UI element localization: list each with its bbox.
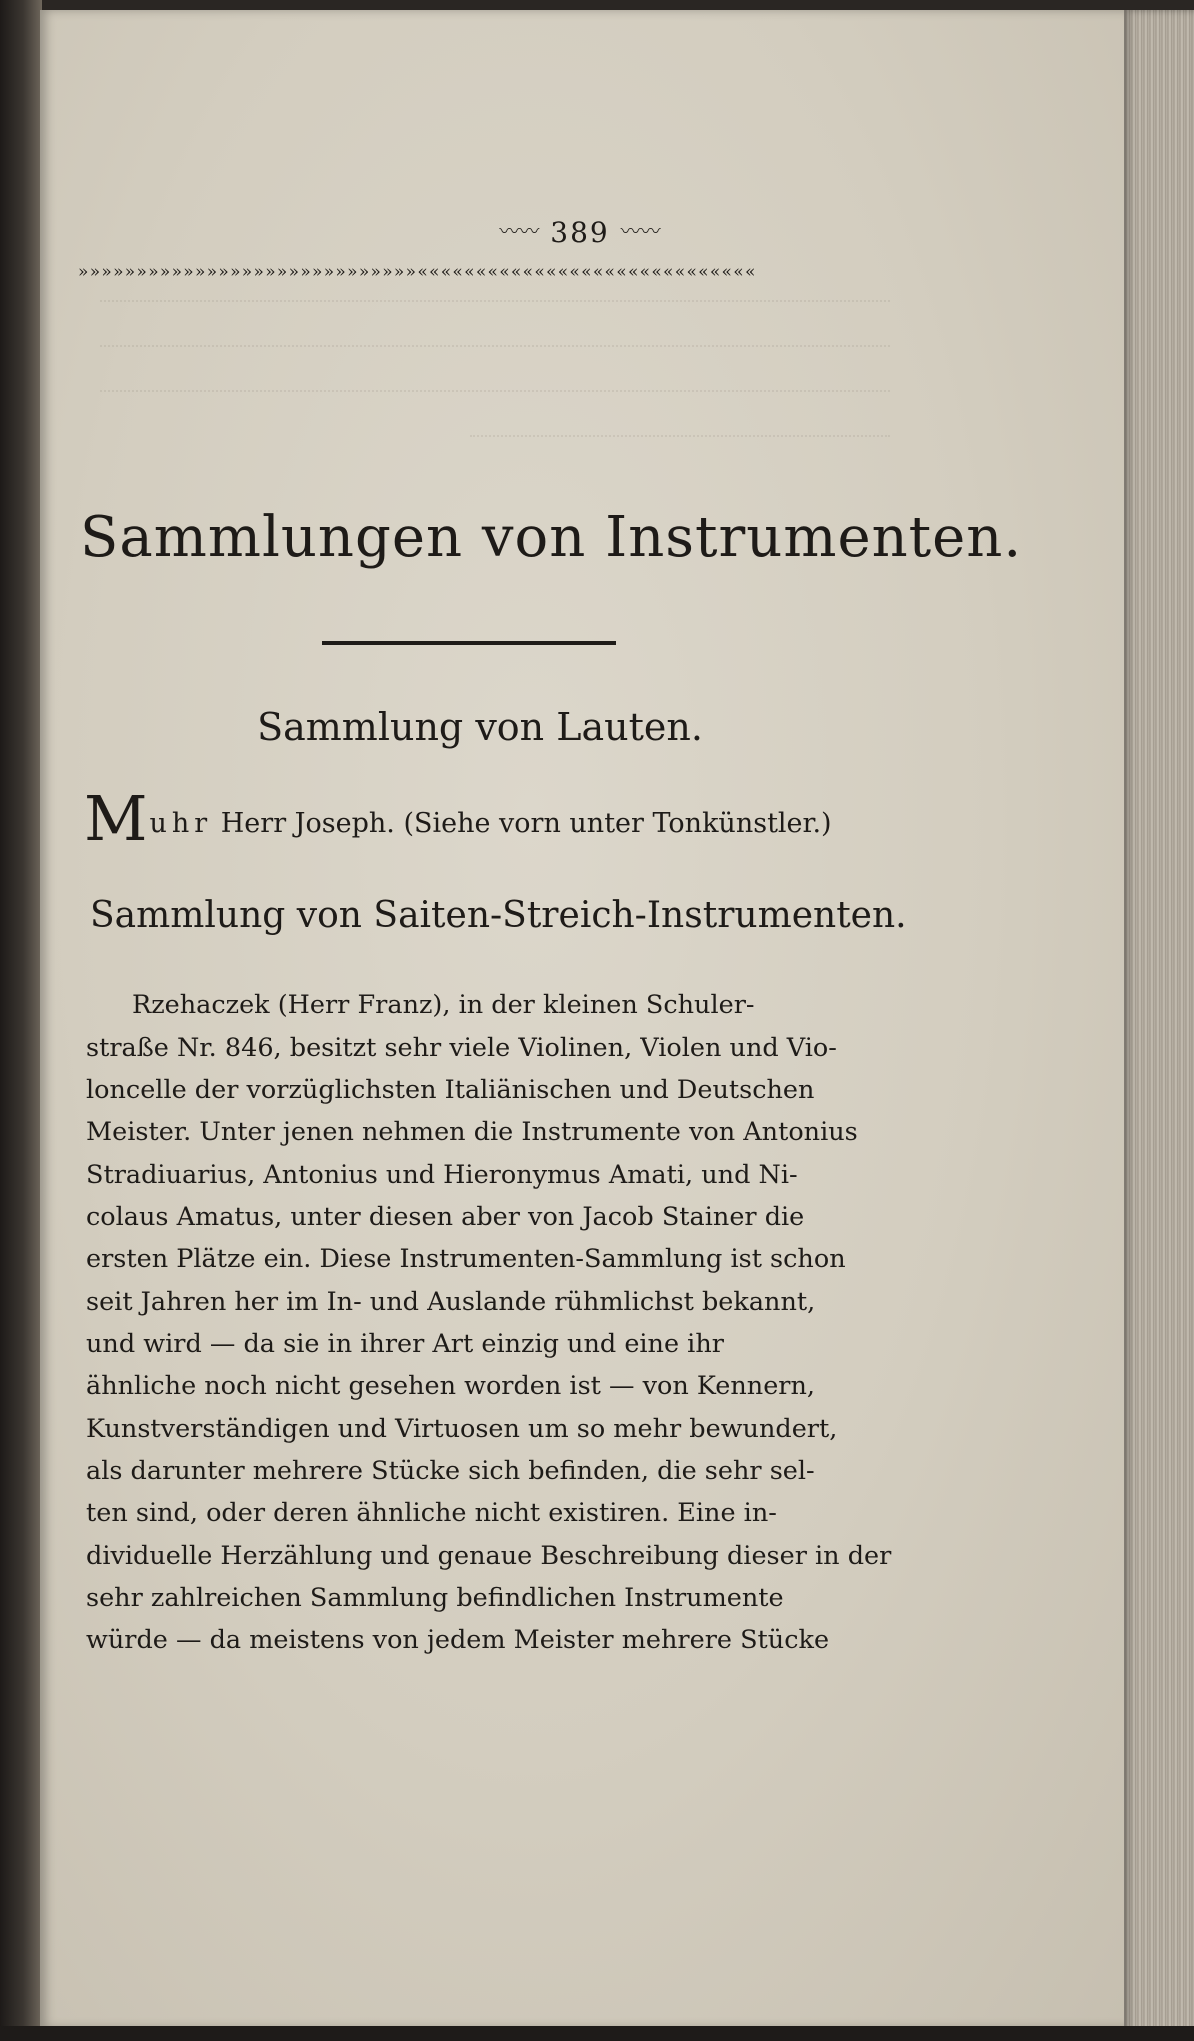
body-line: seit Jahren her im In- und Auslande rühmlichst bekannt, <box>86 1287 816 1317</box>
bleed-through-line <box>100 300 890 326</box>
body-line: Kunstverständigen und Virtuosen um so mehr bewundert, <box>86 1414 838 1444</box>
page-number-value: 389 <box>550 216 610 249</box>
page-stack-edge <box>1124 10 1194 2041</box>
page-number <box>370 215 790 249</box>
body-line: dividuelle Herzählung und genaue Beschreibung dieser in der <box>86 1541 892 1571</box>
heading-rule <box>322 641 616 645</box>
drop-cap: M <box>84 782 148 855</box>
bleed-through-line <box>100 345 890 371</box>
entry-name-rest: uhr <box>149 808 213 839</box>
bleed-through-line <box>470 435 890 461</box>
entry-text: Herr Joseph. (Siehe vorn unter Tonkünstler.) <box>220 808 832 839</box>
body-line: sehr zahlreichen Sammlung befindlichen Instrumente <box>86 1583 784 1613</box>
body-line: Rzehaczek (Herr Franz), in der kleinen Schuler- <box>132 990 755 1020</box>
body-line: würde — da meistens von jedem Meister mehrere Stücke <box>86 1625 830 1655</box>
book-binding <box>0 0 42 2041</box>
section-title-lauten: Sammlung von Lauten. <box>257 705 703 749</box>
wave-ornament-right: 〰〰 <box>620 219 661 243</box>
body-line: ersten Plätze ein. Diese Instrumenten-Sammlung ist schon <box>86 1244 846 1274</box>
body-line: colaus Amatus, unter diesen aber von Jacob Stainer die <box>86 1202 805 1232</box>
body-line: ten sind, oder deren ähnliche nicht existiren. Eine in- <box>86 1498 777 1528</box>
body-line: straße Nr. 846, besitzt sehr viele Violinen, Violen und Vio- <box>86 1033 837 1063</box>
scan-bottom-edge <box>0 2026 1194 2041</box>
body-line: loncelle der vorzüglichsten Italiänischen und Deutschen <box>86 1075 815 1105</box>
ornamental-border: »»»»»»»»»»»»»»»»»»»»»»»»»»»»»««««««««««««««««««««««««««««« <box>78 262 757 282</box>
body-line: Meister. Unter jenen nehmen die Instrumente von Antonius <box>86 1117 858 1147</box>
body-line: als darunter mehrere Stücke sich befinden, die sehr sel- <box>86 1456 815 1486</box>
wave-ornament-left: 〰〰 <box>499 219 540 243</box>
body-line: ähnliche noch nicht gesehen worden ist — von Kennern, <box>86 1371 816 1401</box>
body-line: Stradiuarius, Antonius und Hieronymus Amati, und Ni- <box>86 1160 798 1190</box>
section-title-streich: Sammlung von Saiten-Streich-Instrumenten. <box>90 895 907 936</box>
body-line: und wird — da sie in ihrer Art einzig und eine ihr <box>86 1329 724 1359</box>
page-title: Sammlungen von Instrumenten. <box>80 505 1023 570</box>
entry-muhr <box>84 782 832 855</box>
bleed-through-line <box>100 390 890 416</box>
